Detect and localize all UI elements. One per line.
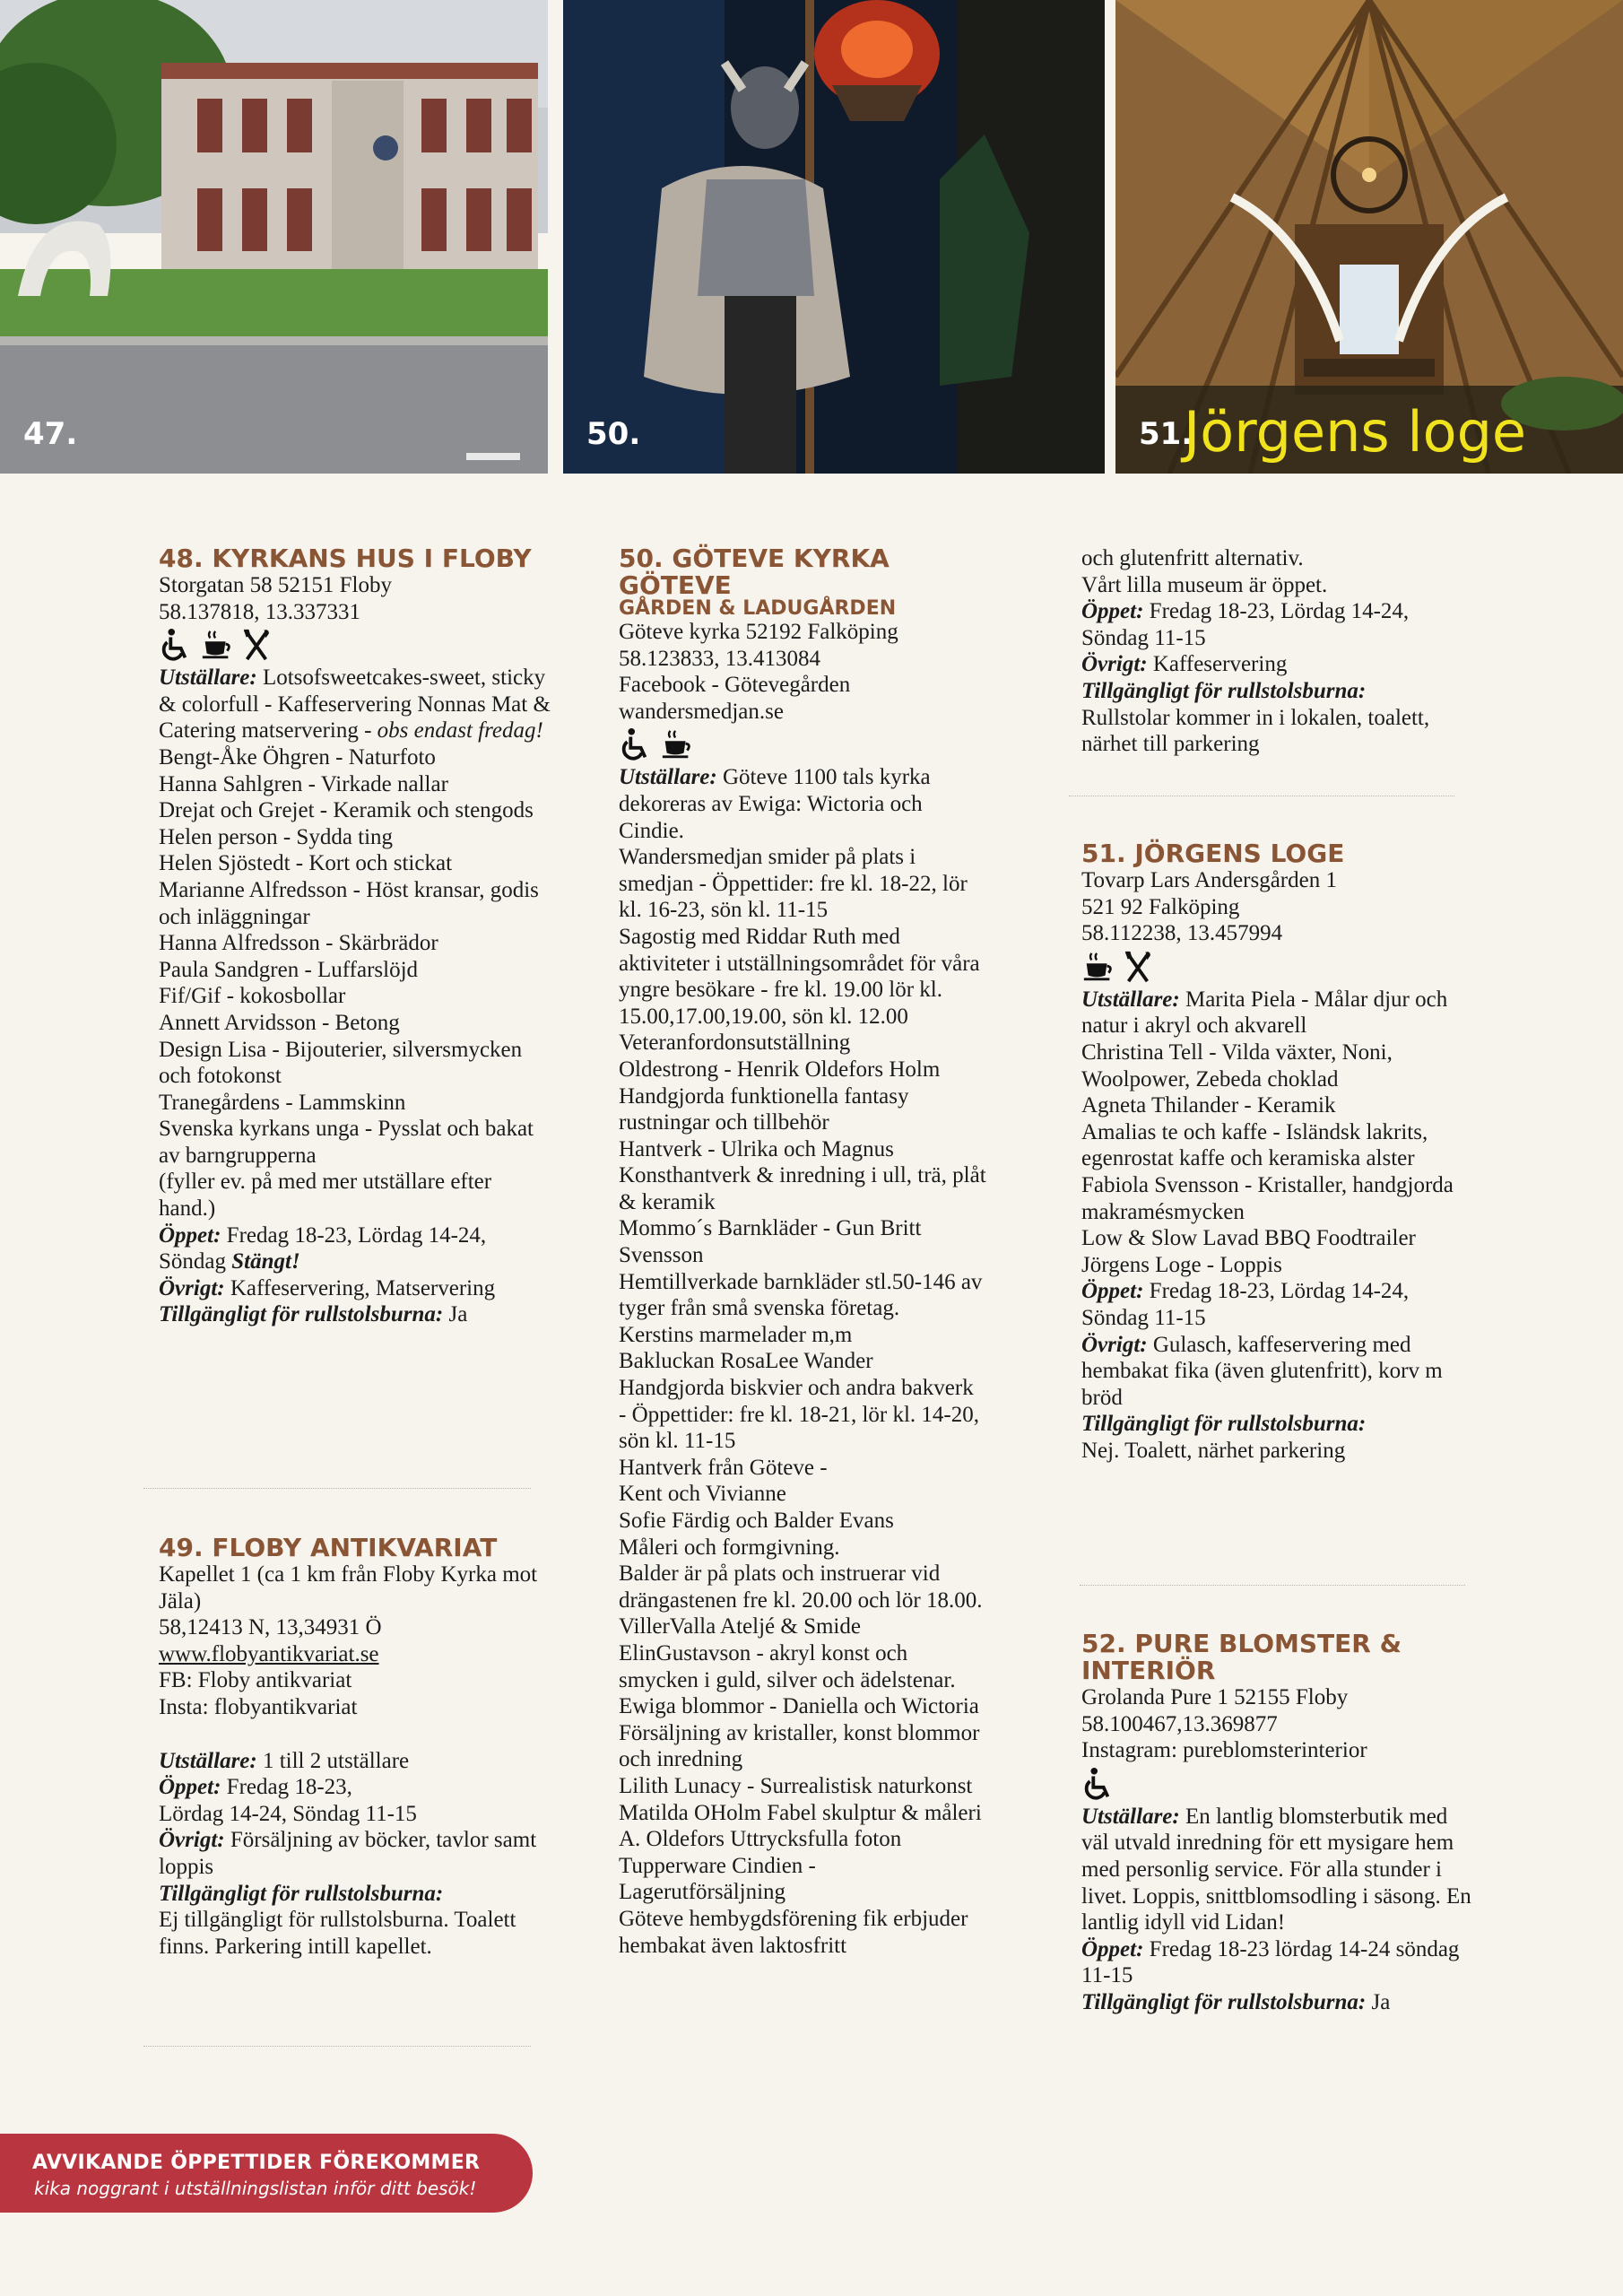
entry-52 [1081,1631,1476,2016]
entry-48-coordinates: 58.137818, 13.337331 [159,599,360,624]
banner-headline: AVVIKANDE ÖPPETTIDER FÖREKOMMER [32,2152,481,2174]
entry-50-address: Göteve kyrka 52192 Falköping [619,620,898,644]
entry-49-opening-text: Fredag 18-23, Lördag 14-24, Söndag 11-15 [159,1775,417,1826]
entry-48-accessibility-text: Ja [443,1302,468,1327]
column-right-lower [1081,1631,1476,2016]
entry-50-continued [1081,545,1467,758]
entry-51-accessibility-label: Tillgängligt för rullstolsburna: [1081,1412,1367,1437]
other-label: Övrigt: [1081,1332,1148,1357]
coffee-cup-icon [1081,950,1115,984]
spacer [159,1721,553,1748]
entry-50-opening-text: Fredag 18-23, Lördag 14-24, Söndag 11-15 [1081,599,1410,650]
entry-50-facebook: Facebook - Götevegården [619,673,851,698]
entry-48-other-text: Kaffeservering, Matservering [224,1275,496,1300]
entry-49-instagram: Insta: flobyantikvariat [159,1694,358,1719]
photo-51-number: 51. [1139,416,1193,452]
accessibility-label: Tillgängligt för rullstolsburna: [1081,1989,1367,2014]
entry-51-accessibility-text: Nej. Toalett, närhet parkering [1081,1438,1346,1463]
entry-51-opening-text: Fredag 18-23, Lördag 14-24, Söndag 11-15 [1081,1279,1410,1330]
entry-52-icons [1081,1764,1476,1804]
entry-49-accessibility-label: Tillgängligt för rullstolsburna: [159,1881,444,1906]
entry-52-accessibility-text: Ja [1366,1989,1391,2014]
entry-49-exhibitors [159,1748,553,1775]
entry-52-coordinates: 58.100467,13.369877 [1081,1711,1278,1736]
column-right-mid [1081,840,1467,1464]
entry-50-exhibitors-text: Göteve 1100 tals kyrka dekoreras av Ewiga: Wictoria och Cindie. Wandersmedjan smider på plats i smedjan - Öppettider: fre kl. 18-22, lör kl. 16-23, sön kl. 11-15 Sagostig med Riddar Ruth med aktiviteter i utställningsområdet för våra yngre besökare - fre kl. 19.00 lör kl. 15.00,17.00,19.00, sön kl. 12.00 Veteranfordonsutställning Oldestrong - Henrik Oldefors Holm Handgjorda funktionella fantasy rustningar och tillbehör Hantverk - Ulrika och Magnus Konsthantverk & inredning i ull, trä, plåt & keramik Mommo´s Barnkläder - Gun Britt Svensson Hemtillverkade barnkläder stl.50-146 av tyger från små svenska företag. Kerstins marmelader m,m Bakluckan RosaLee Wander Handgjorda biskvier och andra bakverk - Öppettider: fre kl. 18-21, lör kl. 14-20, sön kl. 11-15 Hantverk från Göteve - Kent och Vivianne Sofie Färdig och Balder Evans Måleri och formgivning. Balder är på plats och instruerar vid drängastenen fre kl. 20.00 och lör 18.00. VillerValla Ateljé & Smide ElinGustavson - akryl konst och smycken i guld, silver och ädelstenar. Ewiga blommor - Daniella och Wictoria Försäljning av kristaller, konst blommor och inredning Lilith Lunacy - Surrealistisk naturkonst Matilda OHolm Fabel skulptur & måleri A. Oldefors Uttrycksfulla foton Tupperware Cindien - Lagerutförsäljning Göteve hembygdsförening fik erbjuder hembakat även laktosfritt [619,765,986,1958]
entry-48-exhibitors-text: Lotsofsweetcakes-sweet, sticky & colorfull - Kaffeservering Nonnas Mat & Catering matservering - [159,665,551,744]
photo-47-number: 47. [23,416,78,452]
entry-48-opening-hours [159,1222,553,1275]
opening-hours-label: Öppet: [1081,599,1144,624]
opening-hours-label: Öppet: [159,1775,221,1800]
entry-48-closed-text: Stängt! [231,1249,300,1274]
accessibility-label: Tillgängligt för rullstolsburna: [159,1302,444,1327]
photo-50-image [563,0,1105,474]
entry-51-address-line1: Tovarp Lars Andersgården 1 [1081,868,1337,892]
wheelchair-icon [619,727,653,761]
entry-51-other [1081,1332,1467,1412]
exhibitors-label: Utställare: [619,765,717,790]
opening-hours-label: Öppet: [159,1222,221,1248]
cutlery-icon [1123,950,1153,984]
entry-50-website: wandersmedjan.se [619,699,784,724]
photo-51 [1115,0,1623,474]
entry-49-facebook: FB: Floby antikvariat [159,1668,352,1693]
entry-52-address: Grolanda Pure 1 52155 Floby [1081,1685,1349,1709]
exhibitors-label: Utställare: [1081,987,1180,1012]
entry-49-opening-hours [159,1774,553,1827]
entry-52-instagram: Instagram: pureblomsterinterior [1081,1738,1367,1763]
entry-49-accessibility-text: Ej tillgängligt för rullstolsburna. Toalett finns. Parkering intill kapellet. [159,1908,516,1959]
coffee-cup-icon [200,628,234,662]
entry-52-accessibility [1081,1989,1476,2016]
column-left [159,545,553,1328]
entry-49-title: 49. FLOBY ANTIKVARIAT [159,1533,498,1562]
entry-51-exhibitors [1081,987,1467,1279]
entry-50-accessibility-text: Rullstolar kommer in i lokalen, toalett, närhet till parkering [1081,705,1430,757]
entry-50-accessibility-label: Tillgängligt för rullstolsburna: [1081,678,1367,703]
other-label: Övrigt: [159,1828,225,1853]
entry-50-continued-text: och glutenfritt alternativ. Vårt lilla museum är öppet. [1081,546,1328,597]
column-right [1081,545,1467,758]
entry-50-other-text: Kaffeservering [1147,652,1288,677]
opening-hours-label: Öppet: [1081,1279,1144,1304]
photo-47-image [0,0,548,474]
wheelchair-icon [1081,1767,1115,1801]
entry-52-opening-text: Fredag 18-23 lördag 14-24 söndag 11-15 [1081,1936,1460,1988]
entry-48-address: Storgatan 58 52151 Floby [159,573,392,597]
entry-52-exhibitors [1081,1804,1476,1936]
wheelchair-icon [159,628,193,662]
divider-right-2 [1080,1585,1465,1586]
entry-51-icons [1081,947,1467,987]
entry-51-exhibitors-text: Marita Piela - Målar djur och natur i akryl och akvarell Christina Tell - Vilda växter, Noni, Woolpower, Zebeda choklad Agneta Thilander - Keramik Amalias te och kaffe - Isländsk lakrits, egenrostat kaffe och keramiska alster Fabiola Svensson - Kristaller, handgjorda makramésmycken Low & Slow Lavad BBQ Foodtrailer Jörgens Loge - Loppis [1081,987,1454,1277]
exhibitors-label: Utställare: [1081,1804,1180,1829]
other-label: Övrigt: [159,1275,225,1300]
divider-left-1 [143,1488,531,1489]
other-label: Övrigt: [1081,652,1148,677]
opening-hours-label: Öppet: [1081,1936,1144,1961]
entry-50-subtitle: GÅRDEN & LADUGÅRDEN [619,597,897,620]
photo-51-caption: Jörgens loge [1184,399,1527,465]
coffee-cup-icon [660,727,694,761]
entry-48-title: 48. KYRKANS HUS I FLOBY [159,544,532,573]
entry-50-icons [619,725,986,764]
column-left-lower [159,1535,553,1960]
column-middle [619,545,986,1959]
entry-51 [1081,840,1467,1464]
entry-48-accessibility [159,1301,553,1328]
photo-50 [563,0,1105,474]
entry-50-title: 50. GÖTEVE KYRKA GÖTEVE [619,544,890,600]
entry-50-exhibitors [619,764,986,1959]
entry-50-other [1081,651,1467,678]
photo-47 [0,0,548,474]
photo-50-number: 50. [586,416,641,452]
entry-50-opening-hours [1081,598,1467,651]
entry-49-coordinates: 58,12413 N, 13,34931 Ö [159,1615,382,1640]
entry-51-address-line2: 521 92 Falköping [1081,894,1240,919]
banner-subline: kika noggrant i utställningslistan inför ditt besök! [34,2178,477,2199]
entry-48-exhibitors-list: Bengt-Åke Öhgren - Naturfoto Hanna Sahlgren - Virkade nallar Drejat och Grejet - Keramik och stengods Helen person - Sydda ting Helen Sjöstedt - Kort och stickat Marianne Alfredsson - Höst kransar, godis och inläggningar Hanna Alfredsson - Skärbrädor Paula Sandgren - Luffarslöjd Fif/Gif - kokosbollar Annett Arvidsson - Betong Design Lisa - Bijouterier, silversmycken och fotokonst Tranegårdens - Lammskinn Svenska kyrkans unga - Pysslat och bakat av barngrupperna (fyller ev. på med mer utställare efter hand.) [159,744,539,1222]
entry-48-icons [159,625,553,665]
divider-left-2 [143,2046,531,2047]
entry-51-coordinates: 58.112238, 13.457994 [1081,921,1283,946]
entry-48-exhibitors-first [159,665,553,744]
entry-48-opening-text: Fredag 18-23, Lördag 14-24, Söndag [159,1222,487,1274]
cutlery-icon [241,628,272,662]
entry-49-exhibitors-text: 1 till 2 utställare [256,1748,410,1773]
entry-48-friday-note: obs endast fredag! [377,718,543,744]
entry-52-exhibitors-text: En lantlig blomsterbutik med väl utvald inredning för ett mysigare hem med personlig service. För alla stunder i livet. Loppis, snittblomsodling i säsong. En lantlig idyll vid Lidan! [1081,1804,1471,1935]
entry-49-address: Kapellet 1 (ca 1 km från Floby Kyrka mot Jäla) [159,1562,538,1613]
entry-51-opening-hours [1081,1278,1467,1331]
entry-49-other-text: Försäljning av böcker, tavlor samt loppis [159,1828,537,1879]
entry-52-opening-hours [1081,1936,1476,1989]
entry-49 [159,1535,553,1960]
entry-49-website-link[interactable]: www.flobyantikvariat.se [159,1641,379,1666]
entry-49-other [159,1827,553,1880]
entry-51-other-text: Gulasch, kaffeservering med hembakat fika (även glutenfritt), korv m bröd [1081,1332,1443,1410]
opening-hours-notice-banner [0,2134,533,2213]
entry-51-title: 51. JÖRGENS LOGE [1081,839,1345,868]
entry-52-title: 52. PURE BLOMSTER & INTERIÖR [1081,1629,1402,1685]
entry-50 [619,545,986,1959]
entry-50-coordinates: 58.123833, 13.413084 [619,646,820,671]
entry-48 [159,545,553,1328]
exhibitors-label: Utställare: [159,665,257,691]
exhibitors-label: Utställare: [159,1748,257,1773]
entry-48-other [159,1275,553,1302]
